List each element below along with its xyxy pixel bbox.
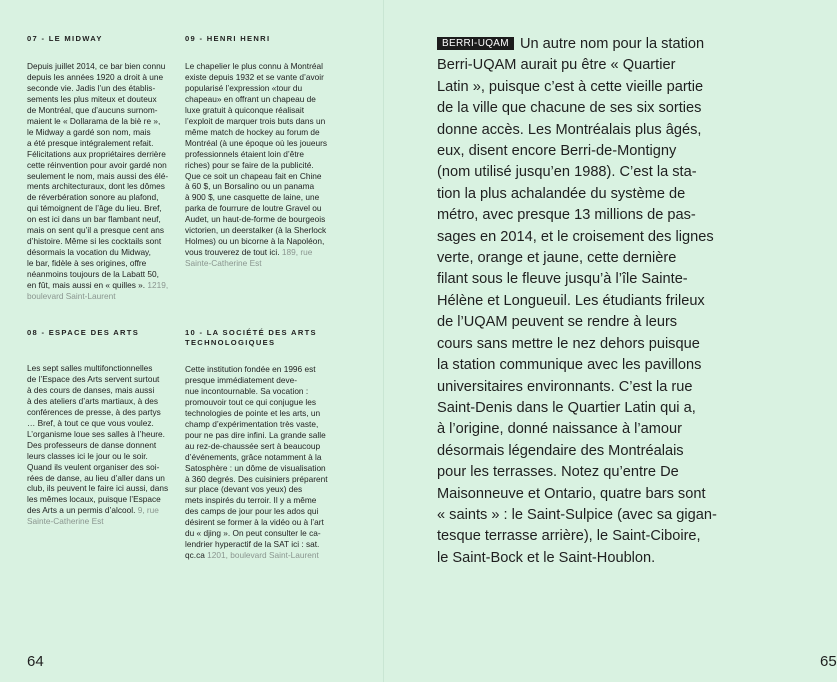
entry-title: 09 - HENRI HENRI [185,34,271,43]
entry-body [185,364,331,561]
entry-address: 189, rue Sainte-Catherine Est [185,247,313,269]
entry-body [185,61,331,269]
entry-body [27,61,177,302]
station-badge: BERRI-UQAM [437,37,514,50]
entry-08 [27,328,177,527]
page-number-right: 65 [820,653,837,670]
entry-text: Les sept salles multifonctionnelles de l’Espace des Arts servent surtout à des cours de danses, mais aussi à des ateliers d’arts martiaux, à des conférences de presse, à des partys … Bref, à tout ce que vous voulez. L’organisme loue ses salles à l’heure. Des professeurs de danse donnent leurs classes ici le jour ou le soir. Quand ils veulent organiser des soi- rées de danse, au lieu d’aller dans un club, ils peuvent le faire ici aussi, dans les mêmes locaux, puisque l’Espace des Arts a un permis d’alcool. [27,363,169,516]
entry-body [27,363,177,527]
entry-09 [185,34,331,269]
entry-address: 1201, boulevard Saint-Laurent [207,550,319,561]
entry-title: 07 - LE MIDWAY [27,34,103,43]
entry-07 [27,34,177,302]
entry-10 [185,328,331,561]
entry-text: Depuis juillet 2014, ce bar bien connu depuis les années 1920 a droit à une seconde vie. Jadis l’un des établis- sements les plus miteux et douteux de Montréal, que d’aucuns surnom- maient le « Dollarama de la biè re », le Midway a gardé son nom, mais a été presque intégralement refait. Félicitations aux propriétaires derrière cette réinvention pour avoir gardé non seulement le nom, mais aussi des élé- ments architecturaux, dont les dômes de réverbération sonore au plafond, qui témoignent de l’âge du lieu. Bref, on est ici dans un bar flambant neuf, mais on sent qu’il a presque cent ans d’histoire. Même si les cocktails sont désormais la vocation du Midway, le bar, fidèle à ses origines, offre néanmoins toujours de la Labatt 50, en fût, mais aussi en « quilles ». [27,61,169,291]
metro-article [437,34,742,569]
entry-title: 08 - ESPACE DES ARTS [27,328,140,337]
left-page [0,0,384,682]
entry-address: 9, rue Sainte-Catherine Est [27,505,159,527]
page-number-left: 64 [27,653,44,670]
entry-title: 10 - LA SOCIÉTÉ DES ARTS TECHNOLOGIQUES [185,328,317,347]
entry-text: Le chapelier le plus connu à Montréal existe depuis 1932 et se vante d’avoir popularisé l’expression «tour du chapeau» en offrant un chapeau de luxe gratuit à quiconque réalisait l’exploit de marquer trois buts dans un même match de hockey au forum de Montréal (à une époque où les joueurs professionnels étaient loin d’être riches) pour se faire de la publicité. Que ce soit un chapeau fait en Chine à 60 $, un Borsalino ou un panama à 900 $, une casquette de laine, une parka de fourrure de loutre Gravel ou Audet, un haut-de-forme de bourgeois victorien, un deerstalker (à la Sherlock Holmes) ou un bicorne à la Napoléon, vous trouverez de tout ici. [185,61,328,258]
entry-address: 1219, boulevard Saint-Laurent [27,280,169,302]
article-text: Un autre nom pour la station Berri-UQAM aurait pu être « Quartier Latin », puisque c’est à cette vieille partie de la ville que chacune de ses six sorties donne accès. Les Montréalais plus âgés, eux, disent encore Berri-de-Montigny (nom utilisé jusqu’en 1988). C’est la sta- tion la plus achalandée du système de métro, avec presque 13 millions de pas- sages en 2014, et le croisement des lignes verte, orange et jaune, cette dernière filant sous le fleuve jusqu’à l’île Sainte- Hélène et Longueuil. Les étudiants frileux de l’UQAM peuvent se rendre à leurs cours sans mettre le nez dehors puisque la station communique avec les pavillons universitaires environnants. C’est la rue Saint-Denis dans le Quartier Latin qui a, à l’origine, donné naissance à l’amour désormais légendaire des Montréalais pour les terrasses. Notez qu’entre De Maisonneuve et Ontario, quatre bars sont « saints » : le Saint-Sulpice (avec sa gigan- tesque terrasse arrière), le Saint-Ciboire, le Saint-Bock et le Saint-Houblon. [437,36,717,566]
entry-text: Cette institution fondée en 1996 est presque immédiatement deve- nue incontournable. Sa vocation : promouvoir tout ce qui conjugue les technologies de pointe et les arts, un champ d’expérimentation très vaste, pour ne pas dire infini. La grande salle au rez-de-chaussée sert à beaucoup d’événements, grâce notamment à la Satosphère : un dôme de visualisation à 360 degrés. Des cuisiniers préparent sur place (devant vos yeux) des mets inspirés du terroir. Il y a même des camps de jour pour les ados qui désirent se former à la vidéo ou à l’art du « djing ». On peut consulter le ca- lendrier hyperactif de la SAT ici : sat. qc.ca [185,364,328,561]
